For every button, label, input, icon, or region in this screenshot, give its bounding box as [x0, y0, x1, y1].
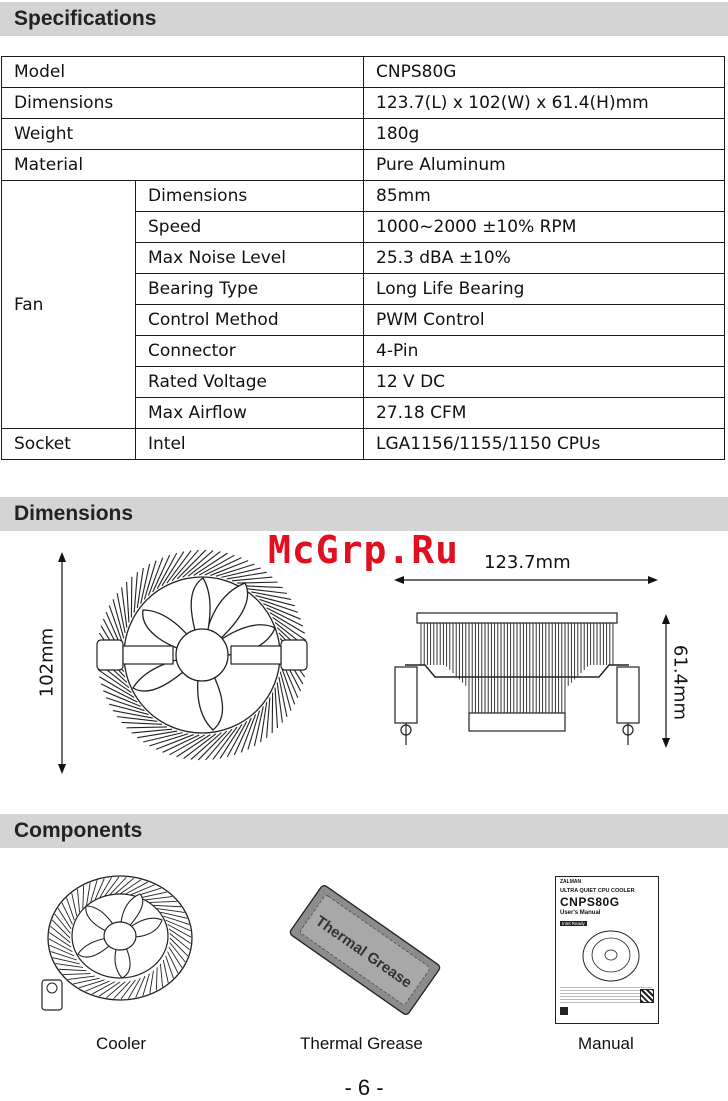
grease-pack-text: Thermal Grease [312, 913, 415, 992]
manual-text-block [560, 987, 652, 1003]
length-dimension-arrow [392, 570, 662, 590]
fin-line [237, 582, 278, 583]
fin-line [275, 688, 277, 728]
spec-value: 85mm [364, 181, 725, 212]
watermark: McGrp.Ru [268, 528, 459, 572]
spec-value: 4-Pin [364, 336, 725, 367]
table-row [2, 57, 725, 88]
spec-sublabel: Intel [136, 429, 364, 460]
thermal-grease-illustration [285, 880, 445, 1020]
fin-line [261, 702, 267, 742]
thermal-grease-label: Thermal Grease [300, 1034, 423, 1054]
spec-sublabel: Bearing Type [136, 274, 364, 305]
spec-sublabel: Rated Voltage [136, 367, 364, 398]
manual-footer-bar [560, 1007, 568, 1015]
spec-value: 12 V DC [364, 367, 725, 398]
table-row [2, 181, 725, 212]
section-title: Dimensions [14, 502, 133, 526]
section-header-components [0, 814, 728, 848]
spec-label-fan: Fan [2, 181, 136, 429]
spec-label: Material [2, 150, 364, 181]
manual-brand: ZALMAN [560, 879, 581, 885]
manual-title: User's Manual [560, 910, 600, 916]
spec-label: Model [2, 57, 364, 88]
spec-value: LGA1156/1155/1150 CPUs [364, 429, 725, 460]
page-number: - 6 - [0, 1075, 728, 1101]
table-row [2, 119, 725, 150]
width-dimension-label: 102mm [37, 618, 58, 708]
spec-sublabel: Connector [136, 336, 364, 367]
specifications-table [1, 56, 725, 460]
manual-line1: ULTRA QUIET CPU COOLER [560, 888, 635, 894]
spec-sublabel: Max Airflow [136, 398, 364, 429]
spec-label: Socket [2, 429, 136, 460]
qr-code-icon [640, 989, 654, 1003]
section-header-specifications [0, 2, 728, 36]
spec-value: CNPS80G [364, 57, 725, 88]
cooler-top-view [95, 548, 309, 762]
section-header-dimensions [0, 497, 728, 531]
spec-value: PWM Control [364, 305, 725, 336]
cooler-label: Cooler [96, 1034, 146, 1054]
manual-badge: Intel Ready [560, 921, 587, 926]
spec-value: 27.18 CFM [364, 398, 725, 429]
fin-line [126, 727, 167, 728]
cooler-illustration [40, 868, 200, 1018]
manual-model: CNPS80G [560, 895, 620, 909]
spec-value: 180g [364, 119, 725, 150]
height-dimension-label: 61.4mm [670, 638, 691, 728]
spec-value: 1000~2000 ±10% RPM [364, 212, 725, 243]
spec-value: 123.7(L) x 102(W) x 61.4(H)mm [364, 88, 725, 119]
fin-line [205, 558, 242, 575]
spec-value: Long Life Bearing [364, 274, 725, 305]
spec-label: Weight [2, 119, 364, 150]
manual-cooler-image [580, 927, 642, 985]
spec-sublabel: Speed [136, 212, 364, 243]
table-row [2, 429, 725, 460]
cooler-side-view [385, 605, 655, 755]
length-dimension-label: 123.7mm [484, 552, 571, 573]
table-row [2, 88, 725, 119]
fin-line [163, 735, 200, 752]
section-title: Components [14, 819, 142, 843]
spec-sublabel: Control Method [136, 305, 364, 336]
fin-line [137, 568, 143, 608]
fin-line [127, 582, 129, 622]
manual-illustration [555, 876, 659, 1024]
manual-label: Manual [578, 1034, 634, 1054]
table-row [2, 150, 725, 181]
section-title: Specifications [14, 7, 156, 31]
fin-line [242, 586, 282, 588]
spec-value: Pure Aluminum [364, 150, 725, 181]
fin-line [122, 722, 162, 724]
spec-label: Dimensions [2, 88, 364, 119]
spec-value: 25.3 dBA ±10% [364, 243, 725, 274]
spec-sublabel: Max Noise Level [136, 243, 364, 274]
spec-sublabel: Dimensions [136, 181, 364, 212]
